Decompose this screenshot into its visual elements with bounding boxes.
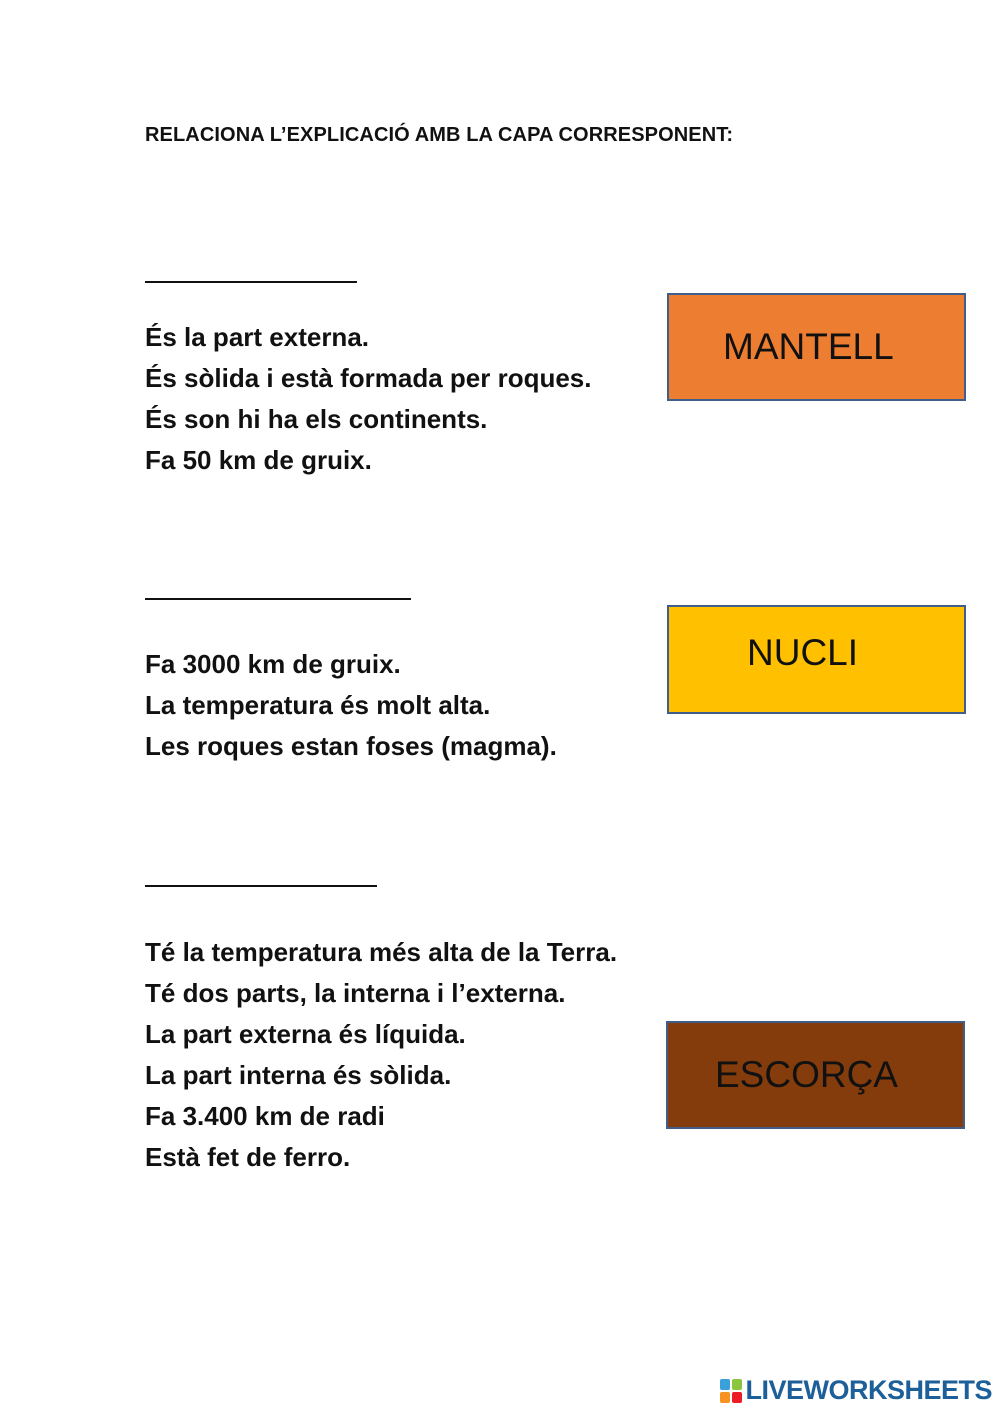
description-line: És la part externa.: [145, 322, 369, 352]
description-line: La part interna és sòlida.: [145, 1060, 452, 1090]
description-block-2: [145, 644, 557, 767]
description-line: És sòlida i està formada per roques.: [145, 363, 592, 393]
description-line: Està fet de ferro.: [145, 1142, 351, 1172]
answer-blank-1[interactable]: [145, 281, 357, 283]
liveworksheets-brand: [720, 1375, 992, 1406]
draggable-card-mantell[interactable]: [667, 293, 966, 401]
description-line: La part externa és líquida.: [145, 1019, 466, 1049]
description-line: Fa 3.400 km de radi: [145, 1101, 385, 1131]
description-line: Fa 3000 km de gruix.: [145, 649, 401, 679]
logo-square: [720, 1392, 730, 1403]
answer-blank-2[interactable]: [145, 598, 411, 600]
brand-name: LIVEWORKSHEETS: [745, 1375, 992, 1405]
draggable-card-escorca[interactable]: [666, 1021, 965, 1129]
card-label: MANTELL: [723, 326, 894, 367]
description-line: Fa 50 km de gruix.: [145, 445, 372, 475]
description-line: És son hi ha els continents.: [145, 404, 488, 434]
card-label: NUCLI: [747, 631, 859, 673]
description-block-3: [145, 932, 617, 1178]
description-line: Les roques estan foses (magma).: [145, 731, 557, 761]
description-line: Té la temperatura més alta de la Terra.: [145, 937, 618, 967]
description-block-1: [145, 317, 591, 481]
description-line: Té dos parts, la interna i l’externa.: [145, 978, 566, 1008]
liveworksheets-logo-icon: [720, 1379, 742, 1403]
logo-square: [720, 1379, 730, 1390]
card-label: ESCORÇA: [715, 1054, 898, 1095]
draggable-card-nucli[interactable]: [667, 605, 966, 714]
logo-square: [732, 1379, 742, 1390]
logo-square: [732, 1392, 742, 1403]
instruction-heading: RELACIONA L’EXPLICACIÓ AMB LA CAPA CORRESPONENT:: [145, 124, 734, 146]
answer-blank-3[interactable]: [145, 885, 377, 887]
description-line: La temperatura és molt alta.: [145, 690, 491, 720]
